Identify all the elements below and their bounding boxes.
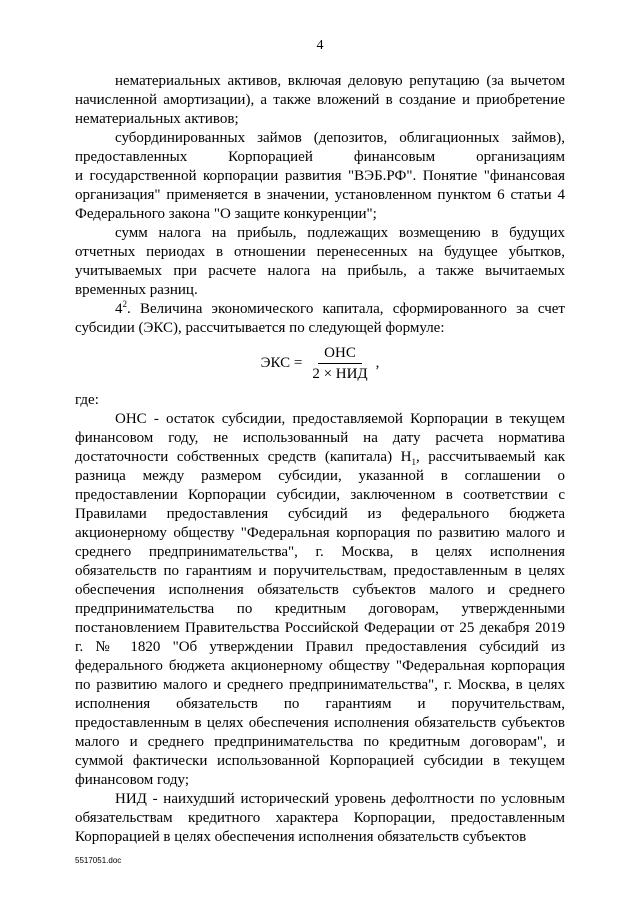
where-label: где:	[75, 392, 99, 408]
ons-subscript: 1	[411, 457, 416, 467]
clause-superscript: 2	[122, 299, 127, 309]
formula-comma: ,	[375, 355, 380, 371]
ons-text-part2: , рассчитываемый как разница между размером субсидии, указанной в соглашении о предоставлении Корпорации субсидии, заключенном в соответствии с Правилами предоставления субсидий из федерального бюджета акционерному обществу "Федеральная корпорация по развитию малого и среднего предпринимательства", г. Москва, в целях исполнения обязательств по гарантиям и поручительствам, предоставленным в целях обеспечения исполнения обязательств субъектов малого и среднего предпринимательства по кредитным договорам, утвержденными постановлением Правительства Российской Федерации от 25 декабря 2019 г. № 1820 "Об утверждении Правил предоставления субсидий из федерального бюджета акционерному обществу "Федеральная корпорация по развитию малого и среднего предпринимательства", г. Москва, в целях исполнения обязательств по гарантиям и поручительствам, предоставленным в целях обеспечения исполнения обязательств субъектов малого и среднего предпринимательства по кредитным договорам", и суммой фактически использованной Корпорацией субсидии в текущем финансовом году;	[75, 449, 565, 788]
formula-lhs: ЭКС =	[260, 355, 303, 371]
paragraph-ons-definition	[75, 410, 565, 790]
footer-filename: 5517051.doc	[75, 856, 122, 865]
clause-number: 4	[115, 301, 123, 317]
paragraph-subordinated-loans-rest: и государственной корпорации развития "ВЭБ.РФ". Понятие "финансовая организация" применяется в значении, установленном пунктом 6 статьи 4 Федерального закона "О защите конкуренции";	[75, 168, 565, 222]
formula-fraction	[306, 344, 373, 383]
paragraph-profit-tax: сумм налога на прибыль, подлежащих возмещению в будущих отчетных периодах в отношении перенесенных на будущее убытков, учитываемых при расчете налога на прибыль, а также вычитаемых временных разниц.	[75, 225, 565, 298]
clause-text: . Величина экономического капитала, сформированного за счет субсидии (ЭКС), рассчитывается по следующей формуле:	[75, 301, 565, 336]
formula-numerator: ОНС	[318, 344, 362, 364]
paragraph-intangible-assets: нематериальных активов, включая деловую репутацию (за вычетом начисленной амортизации), а также вложений в создание и приобретение нематериальных активов;	[75, 73, 565, 127]
paragraph-subordinated-loans-line1: субординированных займов (депозитов, облигационных займов), предоставленных Корпорацией финансовым организациям	[75, 130, 565, 165]
paragraph-economic-capital	[75, 300, 565, 338]
document-body	[75, 72, 565, 847]
ons-text-part1: ОНС - остаток субсидии, предоставляемой Корпорации в текущем финансовом году, не использованный на дату расчета норматива достаточности собственных средств (капитала) Н	[75, 411, 565, 465]
formula-eks	[75, 344, 565, 383]
formula-denominator: 2 × НИД	[312, 366, 368, 382]
page-number: 4	[316, 38, 324, 53]
paragraph-nid-definition: НИД - наихудший исторический уровень дефолтности по условным обязательствам кредитного характера Корпорации, предоставленным Корпорацией в целях обеспечения исполнения обязательств субъектов	[75, 791, 565, 845]
